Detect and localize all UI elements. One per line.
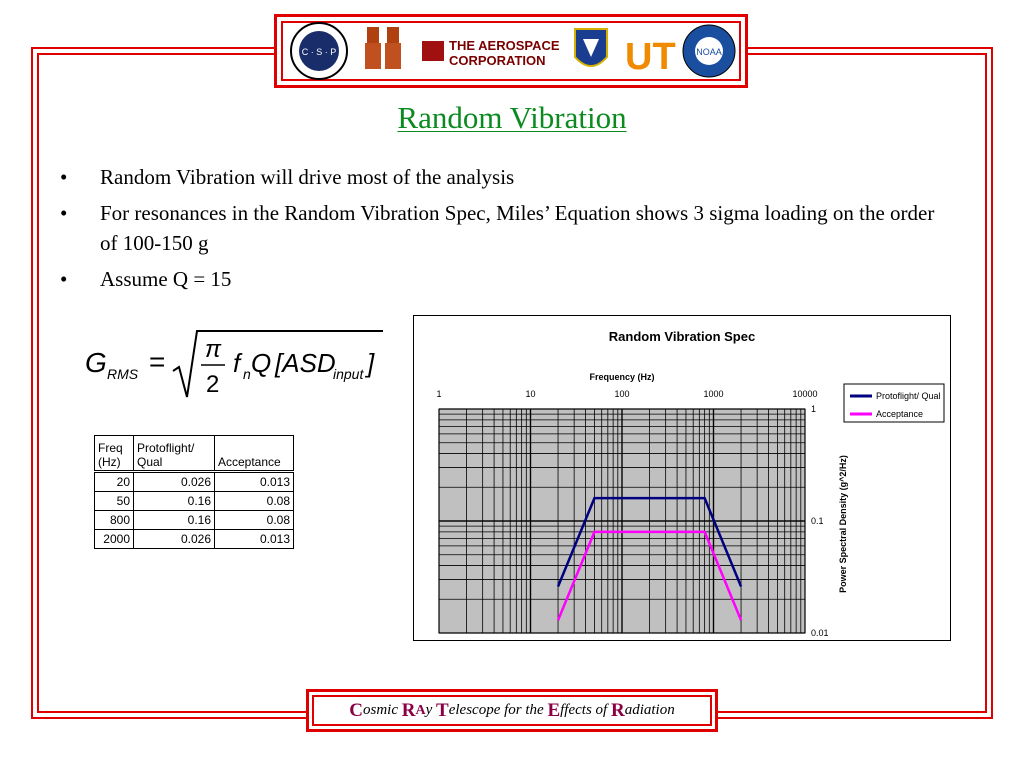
- table-row: [95, 492, 294, 511]
- x-axis-label: Frequency (Hz): [589, 372, 655, 382]
- chart-container: [413, 315, 951, 641]
- footer-text: C osmic R A y T elescope for the E ffects of R adiation: [312, 695, 712, 726]
- csp-logo: [291, 23, 347, 79]
- miles-equation: [85, 325, 385, 405]
- svg-text:THE AEROSPACE: THE AEROSPACE: [449, 38, 560, 53]
- plot-area: [436, 389, 828, 638]
- svg-text:C · S · P: C · S · P: [301, 47, 337, 57]
- formula-f-sub: n: [243, 366, 251, 382]
- formula-two: 2: [206, 371, 220, 398]
- y-tick-label: 0.01: [811, 628, 829, 638]
- table-header-cell: Freq (Hz): [95, 436, 134, 472]
- bullet-symbol: •: [60, 267, 68, 291]
- table-row: [95, 511, 294, 530]
- formula-g: G: [85, 347, 107, 378]
- aerospace-logo: [422, 38, 560, 68]
- table-header-row: [95, 436, 294, 472]
- noaa-logo: [683, 25, 735, 77]
- table-cell: 0.026: [134, 472, 215, 492]
- afrl-shield-logo: [575, 29, 607, 66]
- bullet-text: For resonances in the Random Vibration Spec, Miles’ Equation shows 3 sigma loading on the order of 100-150 g: [100, 201, 935, 255]
- formula-g-sub: RMS: [107, 366, 139, 382]
- bullet-item: [60, 198, 940, 258]
- table-cell: 0.013: [215, 472, 294, 492]
- svg-text:=: =: [149, 346, 166, 377]
- footer-banner: [306, 689, 718, 732]
- legend: [844, 384, 944, 422]
- random-vibration-chart: [414, 316, 950, 640]
- formula-asd: [ASD: [275, 348, 336, 378]
- formula-pi: π: [205, 336, 222, 363]
- formula-asd-sub: input: [333, 366, 364, 382]
- formula-f: f: [233, 348, 241, 378]
- slide-title: Random Vibration: [397, 100, 627, 135]
- table-cell: 0.16: [134, 492, 215, 511]
- logo-band: [274, 14, 748, 88]
- table-cell: 0.013: [215, 530, 294, 549]
- bullet-symbol: •: [60, 201, 68, 225]
- table-header-cell: Protoflight/ Qual: [134, 436, 215, 472]
- x-tick-label: 1000: [703, 389, 724, 399]
- legend-label: Acceptance: [876, 409, 924, 419]
- table-cell: 2000: [95, 530, 134, 549]
- table-cell: 20: [95, 472, 134, 492]
- y-tick-label: 1: [811, 404, 817, 414]
- table-cell: 0.08: [215, 511, 294, 530]
- logos: [277, 17, 745, 85]
- table-cell: 0.026: [134, 530, 215, 549]
- y-tick-label: 0.1: [811, 516, 824, 526]
- table-cell: 50: [95, 492, 134, 511]
- svg-text:CORPORATION: CORPORATION: [449, 53, 546, 68]
- bullet-symbol: •: [60, 165, 68, 189]
- legend-label: Protoflight/ Qual: [876, 391, 941, 401]
- x-tick-label: 10000: [792, 389, 818, 399]
- bullet-item: [60, 264, 940, 294]
- bullet-list: [60, 162, 940, 300]
- table-cell: 800: [95, 511, 134, 530]
- svg-text:UT: UT: [625, 36, 676, 78]
- bullet-text: Assume Q = 15: [100, 267, 232, 291]
- chart-title: Random Vibration Spec: [608, 329, 756, 344]
- table-cell: 0.08: [215, 492, 294, 511]
- table-cell: 0.16: [134, 511, 215, 530]
- table-header-cell: Acceptance: [215, 436, 294, 472]
- spec-table: [94, 435, 294, 549]
- bullet-item: [60, 162, 940, 192]
- svg-text:NOAA: NOAA: [696, 47, 722, 57]
- table-row: [95, 530, 294, 549]
- formula-close: ]: [367, 348, 375, 378]
- y-axis-label: Power Spectral Density (g^2/Hz): [838, 455, 848, 593]
- bullet-text: Random Vibration will drive most of the analysis: [100, 165, 515, 189]
- x-tick-label: 10: [525, 389, 536, 399]
- x-tick-label: 100: [614, 389, 630, 399]
- x-tick-label: 1: [436, 389, 442, 399]
- formula-q: Q: [251, 348, 272, 378]
- mascots-logo: [365, 27, 401, 69]
- ut-logo: [625, 36, 676, 78]
- table-row: [95, 472, 294, 492]
